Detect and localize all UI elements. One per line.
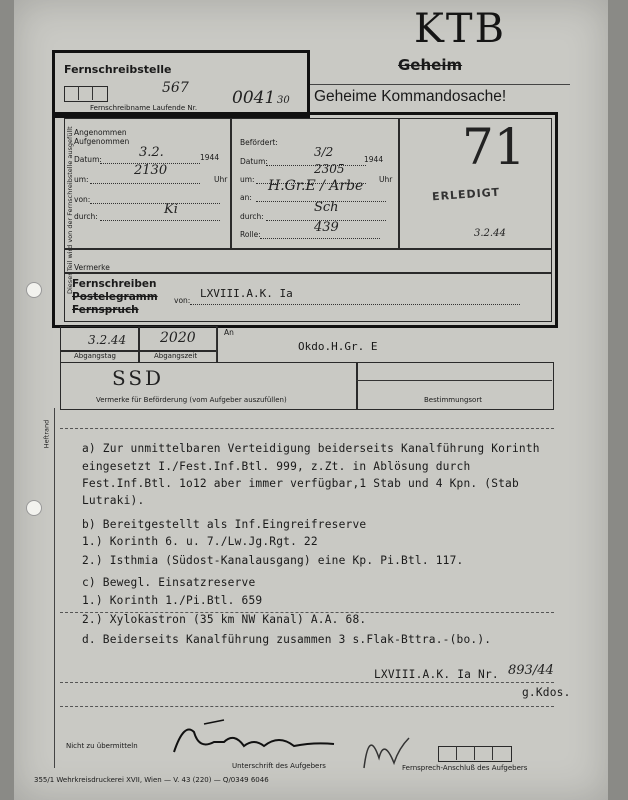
received-by: Ki	[164, 202, 178, 217]
notes-label: Vermerke	[74, 263, 110, 272]
reference-number: 893/44	[508, 663, 554, 678]
message-line: Fest.Inf.Btl. 1o12 aber immer verfügbar,1 Stab und 4 Kpn. (Stab	[82, 477, 519, 490]
forwarded-to-label: an:	[240, 193, 252, 202]
received-date: 3.2.	[139, 145, 164, 160]
message-line: 2.) Isthmia (Südost-Kanalausgang) eine Kp. Pi.Btl. 117.	[82, 554, 464, 567]
running-number-2: 0041	[232, 88, 276, 108]
type-fernschreiben: Fernschreiben	[72, 278, 157, 290]
received-date-label: Datum:	[74, 155, 102, 164]
forwarded-time: 2305	[314, 162, 345, 176]
message-line: Lutraki).	[82, 494, 145, 507]
priority-value: SSD	[112, 366, 165, 390]
notes-row	[64, 248, 552, 274]
message-line: 1.) Korinth 1./Pi.Btl. 659	[82, 594, 263, 607]
message-line: b) Bereitgestellt als Inf.Eingreifreserve	[82, 518, 367, 531]
forwarded-by: Sch	[314, 200, 339, 215]
type-fernspruch: Fernspruch	[72, 304, 139, 316]
forwarded-title: Befördert:	[240, 138, 278, 147]
forwarded-date: 3/2	[314, 145, 334, 159]
ktb-note: KTB	[414, 6, 506, 52]
dispatch-day: 3.2.44	[88, 333, 127, 347]
running-number: 567	[162, 80, 189, 96]
classification: Geheime Kommandosache!	[314, 88, 507, 105]
dispatch-time: 2020	[160, 330, 196, 346]
message-line: a) Zur unmittelbaren Verteidigung beiderseits Kanalführung Korinth	[82, 442, 540, 455]
type-from: LXVIII.A.K. Ia	[200, 287, 293, 300]
punch-hole	[26, 500, 42, 516]
priority-label: Vermerke für Beförderung (vom Aufgeber auszufüllen)	[96, 396, 287, 404]
forwarded-year: 1944	[364, 155, 384, 164]
forwarded-roll: 439	[314, 220, 339, 235]
message-line: eingesetzt I./Fest.Inf.Btl. 999, z.Zt. in Ablösung durch	[82, 460, 471, 473]
forwarded-to: H.Gr.E / Arbe	[268, 178, 364, 194]
message-line: d. Beiderseits Kanalführung zusammen 3 s.Flak-Bttra.-(bo.).	[82, 633, 492, 646]
dispatch-time-label: Abgangszeit	[154, 352, 198, 360]
type-postelegramm: Postelegramm	[72, 291, 158, 303]
dispatch-to: Okdo.H.Gr. E	[298, 340, 378, 353]
name-number-label: Fernschreibname Laufende Nr.	[90, 104, 198, 112]
phone-label: Fernsprech-Anschluß des Aufgebers	[402, 764, 528, 772]
received-title: Angenommen Aufgenommen	[74, 128, 130, 146]
received-time: 2130	[134, 163, 168, 178]
dispatch-to-label: An	[224, 328, 234, 337]
destination-label: Bestimmungsort	[424, 396, 482, 404]
running-number-3: 30	[277, 95, 290, 106]
forwarded-unit: Uhr	[379, 175, 393, 184]
type-from-label: von:	[174, 296, 191, 305]
telex-form	[14, 0, 608, 800]
signature	[164, 712, 364, 762]
received-year: 1944	[200, 153, 220, 162]
received-time-label: um:	[74, 175, 89, 184]
forwarded-roll-label: Rolle:	[240, 230, 261, 239]
received-from-label: von:	[74, 195, 91, 204]
print-info: 355/1 Wehrkreisdruckerei XVII, Wien — V. 43 (220) — Q/0349 6046	[34, 776, 269, 784]
office-title: Fernschreibstelle	[64, 63, 172, 76]
message-line: 2.) Xylokastron (35 km NW Kanal) A.A. 68.	[82, 613, 367, 626]
gkdos-line: g.Kdos.	[522, 686, 571, 699]
not-transmit-label: Nicht zu übermitteln	[66, 742, 138, 750]
done-stamp-date: 3.2.44	[474, 228, 506, 239]
forwarded-date-label: Datum:	[240, 157, 268, 166]
geheim-label: Geheim	[398, 56, 463, 74]
reference-line: LXVIII.A.K. Ia Nr.	[374, 668, 499, 681]
done-stamp: ERLEDIGT	[431, 185, 501, 204]
punch-hole	[26, 282, 42, 298]
received-unit: Uhr	[214, 175, 228, 184]
message-line: 1.) Korinth 6. u. 7./Lw.Jg.Rgt. 22	[82, 535, 318, 548]
received-by-label: durch:	[74, 212, 98, 221]
message-line: c) Bewegl. Einsatzreserve	[82, 576, 256, 589]
right-number: 71	[462, 118, 526, 176]
forwarded-by-label: durch:	[240, 212, 264, 221]
margin-label: Heftrand	[42, 419, 51, 449]
side-note: Dieser Teil wird von der Fernschreibstelle ausgefüllt	[66, 126, 74, 294]
dispatch-day-label: Abgangstag	[74, 352, 116, 360]
forwarded-time-label: um:	[240, 175, 255, 184]
phone-boxes	[438, 746, 512, 762]
signature-label: Unterschrift des Aufgebers	[232, 762, 326, 770]
